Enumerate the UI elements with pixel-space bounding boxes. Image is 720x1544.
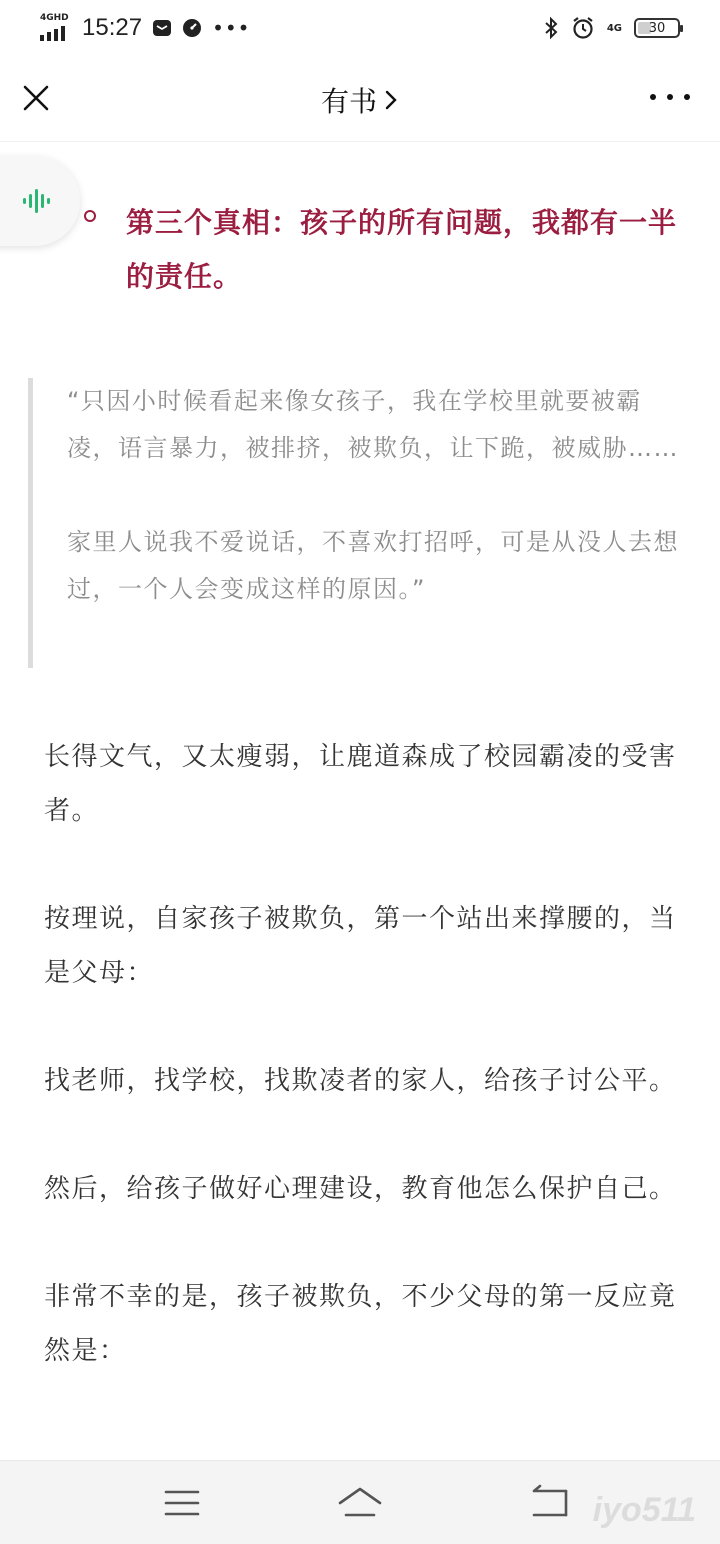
article-paragraph: 按理说，自家孩子被欺负，第一个站出来撑腰的，当是父母： [44, 904, 677, 988]
watermark-logo: iyo511 [592, 1491, 696, 1529]
app-header [0, 56, 720, 142]
battery-percent: 30 [648, 20, 666, 36]
status-right [543, 16, 680, 40]
article-paragraph: 找老师，找学校，找欺凌者的家人，给孩子讨公平。 [44, 1066, 677, 1096]
status-bar [0, 0, 720, 56]
section-heading-text: 第三个真相：孩子的所有问题，我都有一半的责任。 [126, 206, 678, 293]
account-title-link[interactable] [0, 80, 720, 120]
alarm-icon [571, 16, 595, 40]
cellular-signal-icon [40, 13, 72, 43]
blockquote [28, 378, 688, 668]
speedometer-icon [182, 18, 202, 38]
menu-icon[interactable] [158, 1481, 206, 1525]
article-paragraph: 长得文气，又太瘦弱，让鹿道森成了校园霸凌的受害者。 [44, 742, 677, 826]
audio-wave-icon [22, 188, 50, 214]
status-left [40, 13, 250, 43]
network-type-label: 4GHD [40, 13, 69, 23]
page-title: 有书 [320, 85, 377, 118]
audio-player-float-button[interactable] [0, 156, 80, 246]
quote-paragraph: “只因小时候看起来像女孩子，我在学校里就要被霸凌，语言暴力，被排挤，被欺负，让下跪，被威胁…… [67, 387, 679, 462]
bluetooth-icon [543, 16, 559, 40]
circle-bullet-icon [84, 210, 96, 222]
more-options-button[interactable] [650, 90, 690, 104]
more-notifications-icon: ••• [212, 16, 251, 40]
back-icon[interactable] [526, 1481, 574, 1525]
system-navigation-bar [0, 1460, 720, 1544]
chevron-right-icon [383, 89, 399, 111]
article-body [44, 730, 684, 1432]
quote-paragraph: 家里人说我不爱说话，不喜欢打招呼，可是从没人去想过，一个人会变成这样的原因。” [67, 528, 679, 603]
status-time: 15:27 [82, 14, 143, 41]
home-icon[interactable] [336, 1481, 384, 1525]
article-paragraph: 非常不幸的是，孩子被欺负，不少父母的第一反应竟然是： [44, 1282, 677, 1366]
battery-icon [634, 18, 680, 38]
article-paragraph: 然后，给孩子做好心理建设，教育他怎么保护自己。 [44, 1174, 677, 1204]
message-app-icon [152, 18, 172, 38]
network-4g-label: 4G [606, 22, 622, 34]
